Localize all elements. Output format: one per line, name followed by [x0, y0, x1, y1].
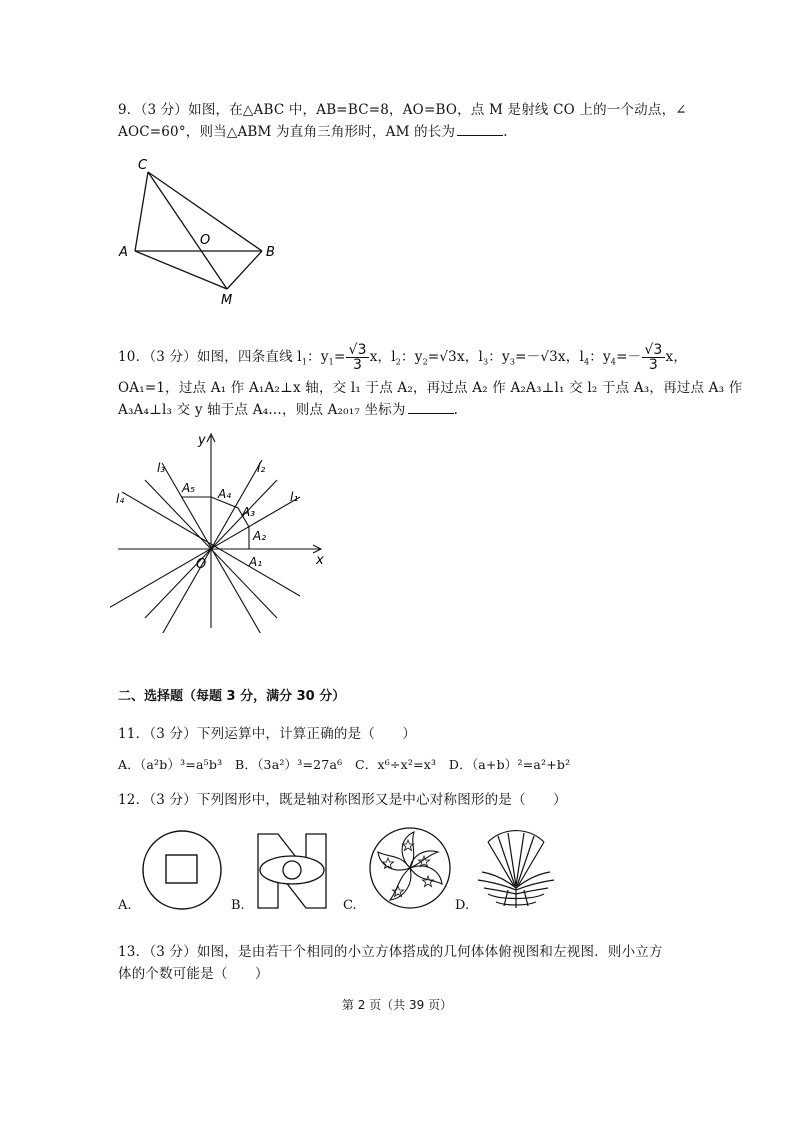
q9-line2	[118, 120, 508, 140]
q10-line2: OA₁=1，过点 A₁ 作 A₁A₂⊥x 轴，交 l₁ 于点 A₂，再过点 A₂ 作 A₂A₃⊥l₁ 交 l₂ 于点 A₃，再过点 A₃ 作	[118, 380, 743, 396]
q12-option-d-fan-icon	[474, 828, 558, 910]
q10-sub9: 4	[610, 357, 617, 367]
q9-line1: 9．（3 分）如图，在△ABC 中，AB=BC=8，AO=BO，点 M 是射线 CO 上的一个动点，∠	[118, 102, 687, 118]
q10-fraction-1	[346, 343, 368, 372]
q9-line2-text: AOC=60°，则当△ABM 为直角三角形时，AM 的长为	[118, 124, 456, 140]
q10-sub5: 2	[422, 357, 428, 367]
q10-label-o: O	[196, 557, 207, 572]
q10-label-a1: A₁	[249, 555, 263, 569]
q10-t6: =√3x，l	[427, 349, 483, 365]
q10-fraction-2	[642, 343, 664, 372]
q12-label-d: D.	[455, 898, 470, 913]
q10-t9: ：y	[589, 349, 611, 365]
q10-sub2: 1	[328, 357, 334, 367]
q10-t3: =	[333, 349, 346, 365]
q10-label-l2: l₂	[257, 461, 266, 475]
q10-lines-figure	[110, 428, 340, 633]
q12-option-c-bauhinia-icon	[368, 826, 452, 910]
q10-label-l4: l₄	[116, 492, 125, 506]
q10-sub1: 1	[301, 357, 308, 367]
q10-sub4: 2	[395, 357, 402, 367]
q12-label-a: A.	[118, 898, 132, 913]
q10-label-a5: A₅	[182, 481, 196, 495]
q10-frac1-num: √3	[348, 342, 367, 358]
q10-t4: x，l	[369, 349, 396, 365]
q12-stem: 12．（3 分）下列图形中，既是轴对称图形又是中心对称图形的是（ ）	[118, 792, 567, 808]
q10-label-a2: A₂	[253, 529, 267, 543]
q10-frac2-num: √3	[644, 342, 663, 358]
q10-t11: x，	[665, 349, 688, 365]
q10-label-l3: l₃	[157, 461, 166, 475]
q10-sub8: 4	[583, 357, 590, 367]
q10-line1	[118, 343, 687, 372]
page-footer: 第 2 页（共 39 页）	[341, 998, 453, 1012]
q9-triangle-figure	[110, 155, 290, 315]
q10-t8: =－√3x，l	[515, 349, 584, 365]
q10-frac2-den: 3	[648, 357, 658, 373]
q10-answer-blank	[408, 401, 454, 414]
section-2-heading: 二、选择题（每题 3 分，满分 30 分）	[118, 689, 346, 704]
q9-label-b: B	[266, 245, 275, 260]
q10-label-y: y	[198, 433, 206, 448]
q13-line1: 13．（3 分）如图，是由若干个相同的小立方体搭成的几何体体俯视图和左视图．则小立方	[118, 944, 663, 960]
q10-line3-text: A₃A₄⊥l₃ 交 y 轴于点 A₄…，则点 A₂₀₁₇ 坐标为	[118, 402, 406, 418]
q11-stem: 11．（3 分）下列运算中，计算正确的是（ ）	[118, 726, 417, 742]
q10-label-x: x	[316, 553, 324, 568]
q10-t5: ：y	[401, 349, 423, 365]
q10-t7: ：y	[488, 349, 510, 365]
q10-sub6: 3	[483, 357, 489, 367]
q12-option-b-n-eye-icon	[256, 832, 328, 910]
q9-label-m: M	[221, 293, 233, 308]
q13-line2: 体的个数可能是（ ）	[118, 966, 269, 982]
q10-end: .	[453, 402, 459, 418]
q9-end: .	[503, 124, 508, 140]
q11-options: A．（a²b）³=a⁵b³ B．（3a²）³=27a⁶ C．x⁶÷x²=x³ D．（a+b）²=a²+b²	[118, 757, 571, 772]
q10-sub7: 3	[509, 357, 516, 367]
q10-line3	[118, 398, 458, 418]
q10-label-a4: A₄	[218, 487, 232, 501]
q9-label-c: C	[138, 158, 148, 173]
q12-option-a-coin-icon	[140, 828, 224, 912]
q9-label-a: A	[119, 245, 128, 260]
q12-label-c: C.	[343, 898, 357, 913]
q9-answer-blank	[457, 123, 503, 136]
q10-label-a3: A₃	[242, 505, 256, 519]
q10-label-l1: l₁	[290, 490, 299, 504]
q10-frac1-den: 3	[353, 357, 363, 373]
q10-t10: =－	[616, 349, 642, 365]
q10-t1: 10．（3 分）如图，四条直线 l	[118, 349, 302, 365]
q12-label-b: B.	[231, 898, 245, 913]
q9-label-o: O	[200, 233, 211, 248]
q10-t2: ：y	[307, 349, 329, 365]
